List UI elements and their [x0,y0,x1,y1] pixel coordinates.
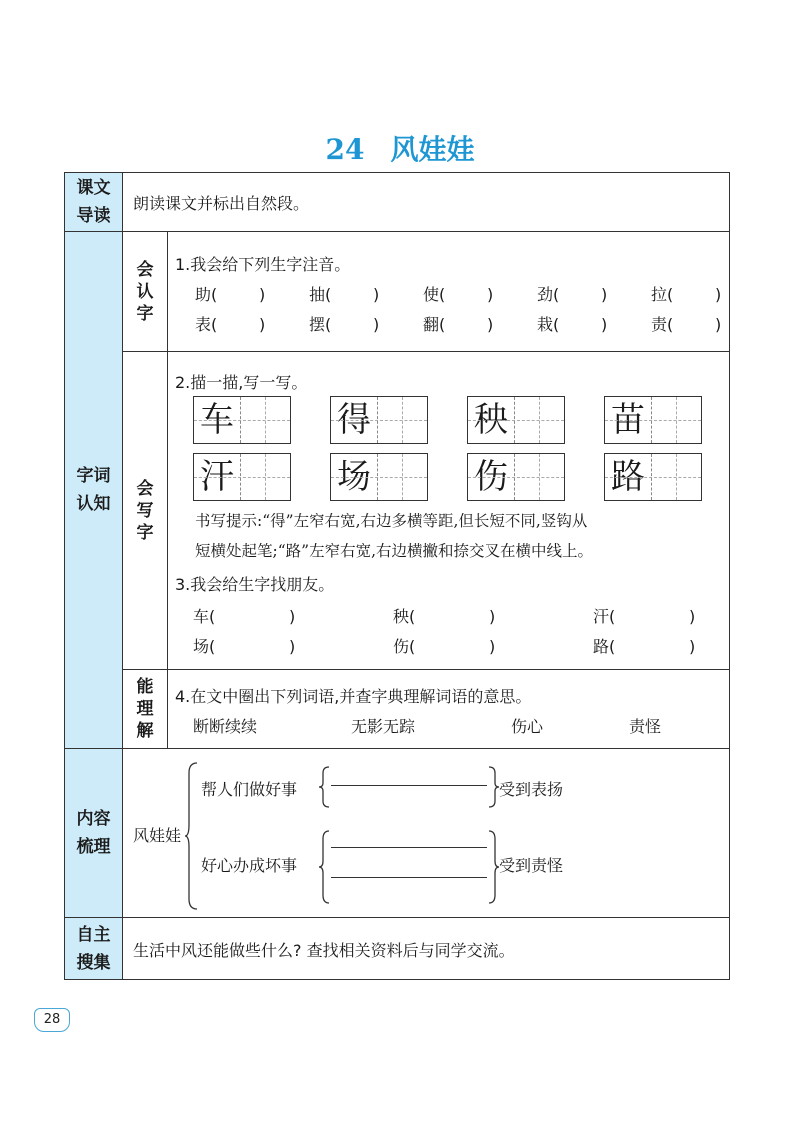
guide-line [676,454,677,500]
guide-line [468,420,564,421]
brace-icon [487,765,499,809]
word-item[interactable]: 无影无踪 [351,717,416,736]
pinyin-char: 劲( [537,285,560,304]
page-number: 28 [34,1008,70,1032]
friend-char: 车( [193,607,216,626]
sub-nenglijie [123,670,729,748]
guide-line [605,477,701,478]
guide-line [402,454,403,500]
label-line: 自主 [76,924,111,945]
lesson-title: 风娃娃 [390,133,475,166]
label-char: 字 [136,303,154,324]
trace-char: 汗 [194,454,241,500]
section-sousuo [65,918,729,979]
pinyin-char: 责( [651,315,674,334]
label-char: 能 [136,677,154,697]
paren-close: ) [689,607,696,626]
writing-box[interactable] [330,453,428,501]
result-1: 受到表扬 [499,780,564,799]
section-renzhi [65,232,729,749]
word-item[interactable]: 责怪 [629,717,662,736]
sub-huirenzi [123,232,729,352]
paren-close: ) [259,315,266,334]
guide-line [194,477,290,478]
section-label-daodu [65,173,123,231]
guide-line [539,397,540,443]
paren-close: ) [487,285,494,304]
word-item[interactable]: 伤心 [511,717,544,736]
friend-char: 场( [193,637,216,656]
guide-line [468,477,564,478]
writing-tip-line-1: 书写提示:“得”左窄右宽,右边多横等距,但长短不同,竖钩从 [195,512,588,530]
paren-close: ) [289,607,296,626]
paren-close: ) [601,285,608,304]
paren-close: ) [289,637,296,656]
guide-line [194,420,290,421]
writing-box[interactable] [330,396,428,444]
result-2: 受到责怪 [499,856,564,875]
label-char: 会 [136,478,154,499]
friend-item[interactable] [193,604,393,627]
question-4: 4.在文中圈出下列词语,并查字典理解词语的意思。 [175,687,532,706]
guide-line [331,477,427,478]
brace-icon [185,761,199,911]
root-node: 风娃娃 [133,826,182,845]
friend-char: 秧( [393,607,416,626]
label-char: 写 [136,500,154,521]
sub-label-huixiezi [123,352,168,669]
sub-label-huirenzi [123,232,168,351]
friend-char: 路( [593,637,616,656]
paren-close: ) [689,637,696,656]
label-line: 认知 [76,494,111,514]
brace-icon [487,829,499,905]
pinyin-char: 助( [195,285,218,304]
pinyin-item[interactable] [651,282,731,305]
label-line: 搜集 [76,952,111,973]
trace-char: 路 [605,454,652,500]
paren-close: ) [715,315,722,334]
section-label-renzhi [65,232,123,748]
worksheet-table [64,172,730,980]
word-list [193,714,689,737]
friend-item[interactable] [593,604,703,627]
paren-close: ) [601,315,608,334]
paren-close: ) [489,637,496,656]
friend-char: 汗( [593,607,616,626]
guide-line [605,420,701,421]
daodu-text: 朗读课文并标出自然段。 [133,194,310,213]
label-line: 内容 [76,809,111,829]
trace-char: 伤 [468,454,515,500]
pinyin-item[interactable] [537,282,651,305]
guide-line [676,397,677,443]
sousuo-text: 生活中风还能做些什么? 查找相关资料后与同学交流。 [133,941,515,960]
section-label-shuli [65,749,123,917]
writing-box[interactable] [604,453,702,501]
trace-char: 得 [331,397,378,443]
pinyin-row-1 [195,282,731,305]
question-3: 3.我会给生字找朋友。 [175,575,335,594]
writing-box[interactable] [467,396,565,444]
pinyin-item[interactable] [309,312,423,335]
pinyin-char: 抽( [309,285,332,304]
trace-char: 秧 [468,397,515,443]
guide-line [331,420,427,421]
page-title [0,128,800,168]
paren-close: ) [259,285,266,304]
trace-char: 车 [194,397,241,443]
paren-close: ) [715,285,722,304]
pinyin-char: 拉( [651,285,674,304]
pinyin-item[interactable] [309,282,423,305]
pinyin-item[interactable] [423,312,537,335]
pinyin-char: 翻( [423,315,446,334]
lesson-number: 24 [325,133,365,166]
friend-item[interactable] [593,634,703,657]
paren-close: ) [373,285,380,304]
writing-box[interactable] [193,396,291,444]
guide-line [265,397,266,443]
label-char: 理 [136,699,154,719]
pinyin-item[interactable] [651,312,731,335]
brace-icon [319,829,331,905]
paren-close: ) [489,607,496,626]
guide-line [265,454,266,500]
label-char: 认 [136,281,154,302]
writing-box[interactable] [467,453,565,501]
sub-label-nenglijie [123,670,168,748]
section-label-sousuo [65,918,123,979]
label-line: 课文 [76,178,111,198]
guide-line [402,397,403,443]
label-line: 字词 [76,466,111,486]
pinyin-item[interactable] [423,282,537,305]
branch-2: 好心办成坏事 [201,856,298,875]
writing-box[interactable] [604,396,702,444]
branch-1: 帮人们做好事 [201,780,298,799]
guide-line [539,454,540,500]
pinyin-item[interactable] [195,282,309,305]
pinyin-char: 使( [423,285,446,304]
friend-char: 伤( [393,637,416,656]
trace-char: 苗 [605,397,652,443]
label-char: 会 [136,259,154,280]
friend-item[interactable] [393,634,593,657]
pinyin-char: 表( [195,315,218,334]
writing-tip-line-2: 短横处起笔;“路”左窄右宽,右边横撇和捺交叉在横中线上。 [195,542,593,560]
answer-line[interactable] [331,785,487,786]
question-1: 1.我会给下列生字注音。 [175,255,351,274]
friend-item[interactable] [193,634,393,657]
brace-icon [319,765,331,809]
trace-char: 场 [331,454,378,500]
pinyin-item[interactable] [195,312,309,335]
sub-huixiezi [123,352,729,670]
paren-close: ) [373,315,380,334]
pinyin-row-2 [195,312,731,335]
question-2: 2.描一描,写一写。 [175,373,308,392]
pinyin-char: 栽( [537,315,560,334]
answer-line[interactable] [331,877,487,878]
friend-item[interactable] [393,604,593,627]
word-item[interactable]: 断断续续 [193,717,258,736]
friend-row-2 [193,634,703,657]
section-daodu [65,173,729,232]
section-shuli [65,749,729,918]
pinyin-item[interactable] [537,312,651,335]
answer-line[interactable] [331,847,487,848]
label-char: 解 [136,721,154,741]
paren-close: ) [487,315,494,334]
pinyin-char: 摆( [309,315,332,334]
label-line: 梳理 [76,837,111,857]
friend-row-1 [193,604,703,627]
writing-box[interactable] [193,453,291,501]
label-char: 字 [136,522,154,543]
label-line: 导读 [76,206,111,226]
